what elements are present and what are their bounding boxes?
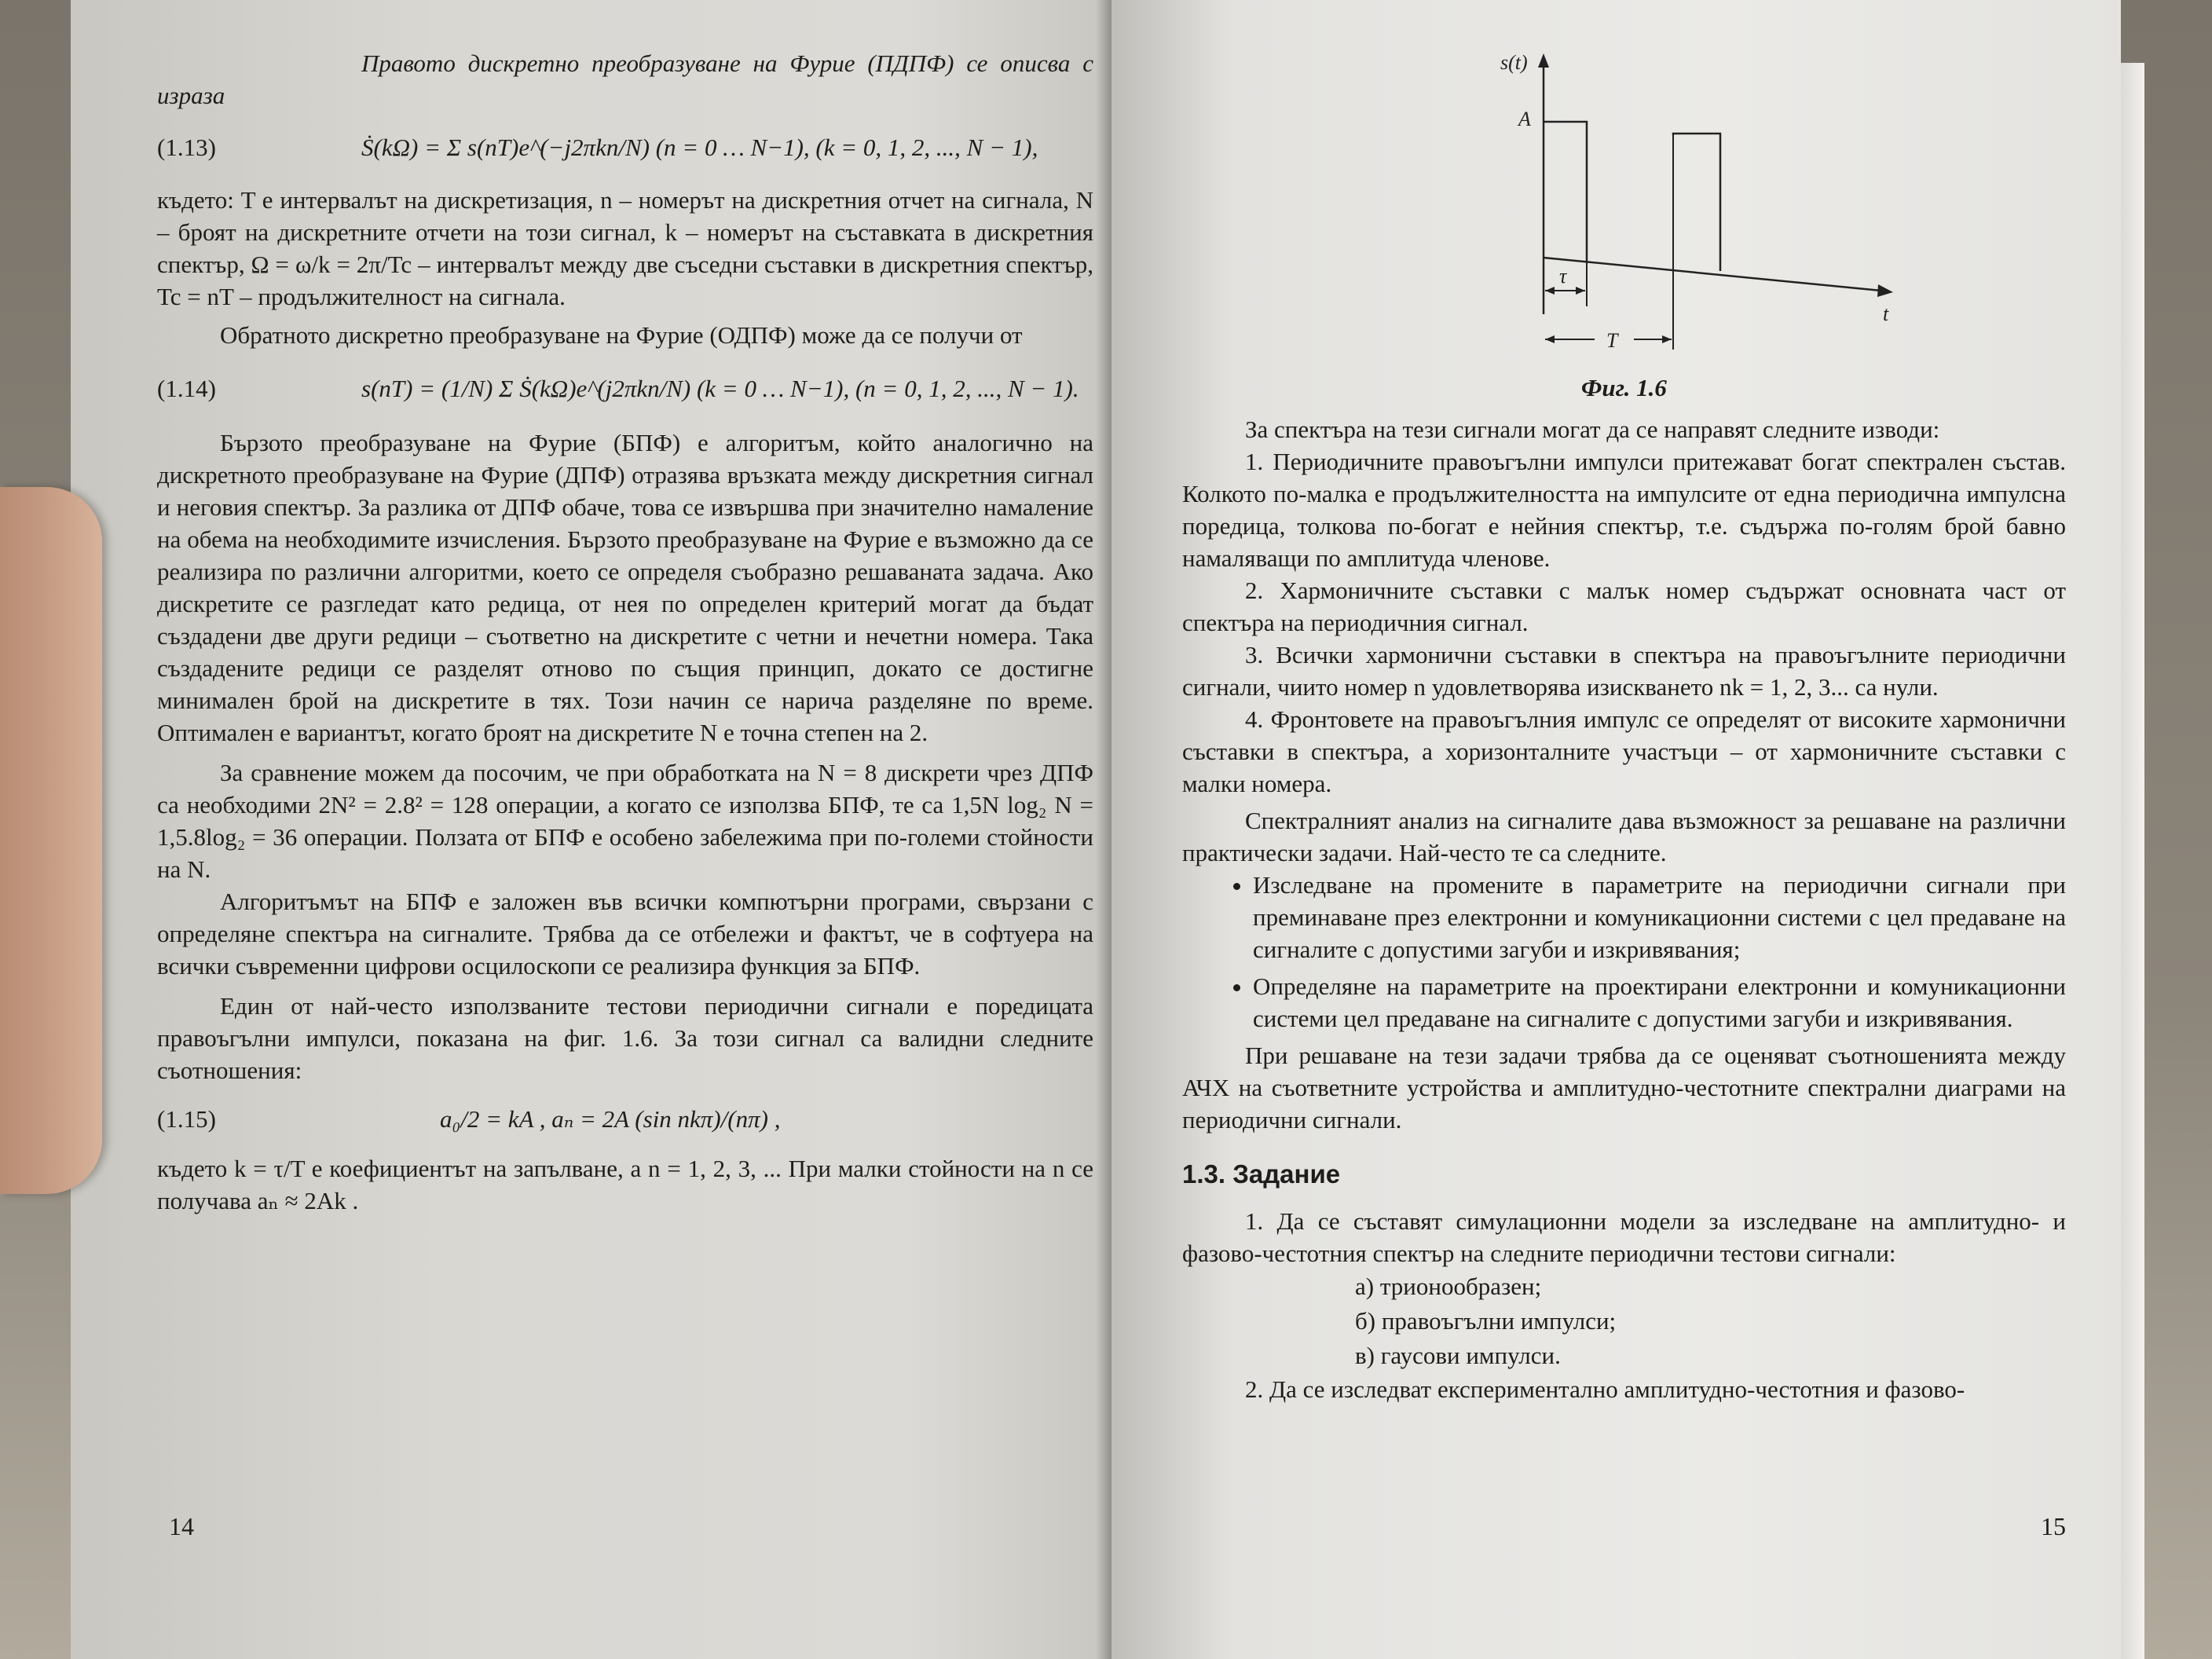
paragraph-pdpf-intro: Правото дискретно преобразуване на Фурие (ПДПФ) се описва с израза bbox=[157, 49, 1093, 109]
page-number-right: 15 bbox=[2041, 1512, 2066, 1540]
paragraph-comparison: За сравнение можем да посочим, че при обработката на N = 8 дискрети чрез ДПФ са необходими 2N² = 2.8² = 128 операции, а когато се използва БПФ, те са 1,5N log₂ N = 1,5.8log₂ = 36 операции. Ползата от БПФ е особено забележима при по-големи стойности на N. bbox=[157, 759, 1093, 883]
paragraph-conclusion-3: 3. Всички хармонични съставки в спектъра на правоъгълните периодични сигнали, чиито номер n удовлетворява изискването nk = 1, 2, 3... са нули. bbox=[1182, 641, 2066, 701]
equation-1-13 bbox=[157, 134, 1093, 162]
pulse-train-diagram bbox=[1182, 47, 2066, 369]
y-axis-arrow bbox=[1538, 53, 1549, 68]
pulse-2 bbox=[1673, 134, 1720, 271]
thumb-holding-book bbox=[0, 487, 102, 1194]
paragraph-odpf-intro: Обратното дискретно преобразуване на Фурие (ОДПФ) може да се получи от bbox=[220, 321, 1023, 349]
figure-caption: Фиг. 1.6 bbox=[1581, 374, 1667, 401]
right-page bbox=[1111, 0, 2121, 1659]
equation-text: a₀/2 = kA , aₙ = 2A (sin nkπ)/(nπ) , bbox=[440, 1105, 781, 1133]
x-axis bbox=[1544, 258, 1881, 291]
paragraph-fill-factor: където k = τ/T е коефициентът на запълване, а n = 1, 2, 3, ... При малки стойности на n се получава aₙ ≈ 2Ak . bbox=[157, 1155, 1093, 1214]
equation-number: (1.15) bbox=[157, 1105, 216, 1133]
paragraph-test-signals: Един от най-често използваните тестови периодични сигнали е поредицата правоъгълни импулси, показана на фиг. 1.6. За този сигнал са валидни следните съотношения: bbox=[157, 992, 1093, 1084]
paragraph-spectral-analysis: Спектралният анализ на сигналите дава възможност за решаване на различни практически задачи. Най-често те са следните. bbox=[1182, 807, 2066, 866]
page-stack-edge bbox=[2121, 63, 2144, 1659]
y-axis-label: s(t) bbox=[1500, 51, 1528, 74]
period-arrow-left bbox=[1545, 335, 1555, 343]
section-heading: 1.3. Задание bbox=[1182, 1159, 1341, 1188]
x-axis-arrow bbox=[1877, 284, 1893, 297]
period-arrow-right bbox=[1662, 335, 1672, 343]
page-number-left: 14 bbox=[169, 1512, 194, 1540]
paragraph-task-1: 1. Да се съставят симулационни модели за изследване на амплитудно- и фазово-честотния спектър на следните периодични тестови сигнали: bbox=[1182, 1207, 2066, 1267]
tau-arrow-left bbox=[1545, 287, 1555, 295]
paragraph-conclusions-intro: За спектъра на тези сигнали могат да се направят следните изводи: bbox=[1245, 416, 1940, 443]
tau-label: τ bbox=[1559, 265, 1567, 287]
paragraph-conclusion-4: 4. Фронтовете на правоъгълния импулс се определят от високите хармонични съставки в спектъра, а хоризонталните участъци – от хармоничните съставки с малки номера. bbox=[1182, 705, 2066, 797]
period-label: T bbox=[1606, 329, 1618, 352]
paragraph-conclusion-1: 1. Периодичните правоъгълни импулси притежават богат спектрален състав. Колкото по-малка е продължителността на импулсите от една периодична импулсна поредица, толкова по-богат е нейния спектър, т.е. съдържа по-голям брой бавно намаляващи по амплитуда членове. bbox=[1182, 448, 2066, 572]
equation-number: (1.14) bbox=[157, 375, 216, 402]
task-subitem: б) правоъгълни импулси; bbox=[1355, 1307, 1617, 1335]
task-subitem: в) гаусови импулси. bbox=[1355, 1342, 1561, 1369]
paragraph-conclusion-2: 2. Хармоничните съставки с малък номер съдържат основната част от спектъра на периодичния сигнал. bbox=[1182, 577, 2066, 636]
paragraph-assessment: При решаване на тези задачи трябва да се оценяват съотношенията между АЧХ на съответните устройства и амплитудно-честотните спектрални диаграми на периодични сигнали. bbox=[1182, 1042, 2066, 1133]
paragraph-definitions: където: T е интервалът на дискретизация, n – номерът на дискретния отчет на сигнала, N – броят на дискретните отчети на този сигнал, k – номерът на съставката в дискретния спектър, Ω = ω/k = 2π/Tc – интервалът между две съседни съставки в дискретния спектър, Tc = nT – продължителност на сигнала. bbox=[157, 186, 1093, 310]
pulse-1 bbox=[1544, 122, 1587, 263]
equation-text: Ṡ(kΩ) = Σ s(nT)e^(−j2πkn/N) (n = 0 … N−1), (k = 0, 1, 2, ..., N − 1), bbox=[361, 134, 1038, 161]
equation-1-15 bbox=[157, 1105, 1093, 1133]
amplitude-label: A bbox=[1518, 108, 1531, 130]
task-subitem: а) трионообразен; bbox=[1355, 1273, 1542, 1300]
paragraph-task-2: 2. Да се изследват експериментално амплитудно-честотния и фазово- bbox=[1245, 1375, 1965, 1403]
paragraph-fft-software: Алгоритъмът на БПФ е заложен във всички компютърни програми, свързани с определяне спектъра на сигналите. Трябва да се отбележи и фактът, че в софтуера на всички съвременни цифрови осцилоскопи се реализира функция за БПФ. bbox=[157, 888, 1093, 980]
bullet-list bbox=[1182, 869, 2066, 1035]
figure-1-6 bbox=[1182, 47, 2066, 369]
tau-arrow-right bbox=[1576, 287, 1585, 295]
bullet-item: • Изследване на промените в параметрите на периодични сигнали при преминаване през електронни и комуникационни системи с цел предаване на сигналите с допустими загуби и изкривявания; bbox=[1253, 869, 2066, 965]
paragraph-fft: Бързото преобразуване на Фурие (БПФ) е алгоритъм, който аналогично на дискретното преобразуване на Фурие (ДПФ) отразява връзката между дискретния сигнал и неговия спектър. За разлика от ДПФ обаче, това се извършва при значително намаление на обема на необходимите изчисления. Бързото преобразуване на Фурие е възможно да се реализира по различни алгоритми, което се определя съобразно решаваната задача. Ако дискретите се разгледат като редица, от нея по определен критерий могат да бъдат създадени две други редици – съответно на дискретите с четни и нечетни номера. Така създадените редици се разделят отново по същия принцип, докато се достигне минимален брой на дискретите в тях. Този начин се нарича разделяне по време. Оптимален е вариантът, когато броят на дискретите N е точна степен на 2. bbox=[157, 429, 1093, 746]
bullet-item: • Определяне на параметрите на проектирани електронни и комуникационни системи цел предаване на сигналите с допустими загуби и изкривявания. bbox=[1253, 970, 2066, 1035]
x-axis-label: t bbox=[1883, 302, 1889, 325]
left-page bbox=[71, 0, 1115, 1659]
equation-1-14 bbox=[157, 375, 1093, 403]
equation-text: s(nT) = (1/N) Σ Ṡ(kΩ)e^(j2πkn/N) (k = 0 … N−1), (n = 0, 1, 2, ..., N − 1). bbox=[361, 375, 1079, 402]
equation-number: (1.13) bbox=[157, 134, 216, 161]
